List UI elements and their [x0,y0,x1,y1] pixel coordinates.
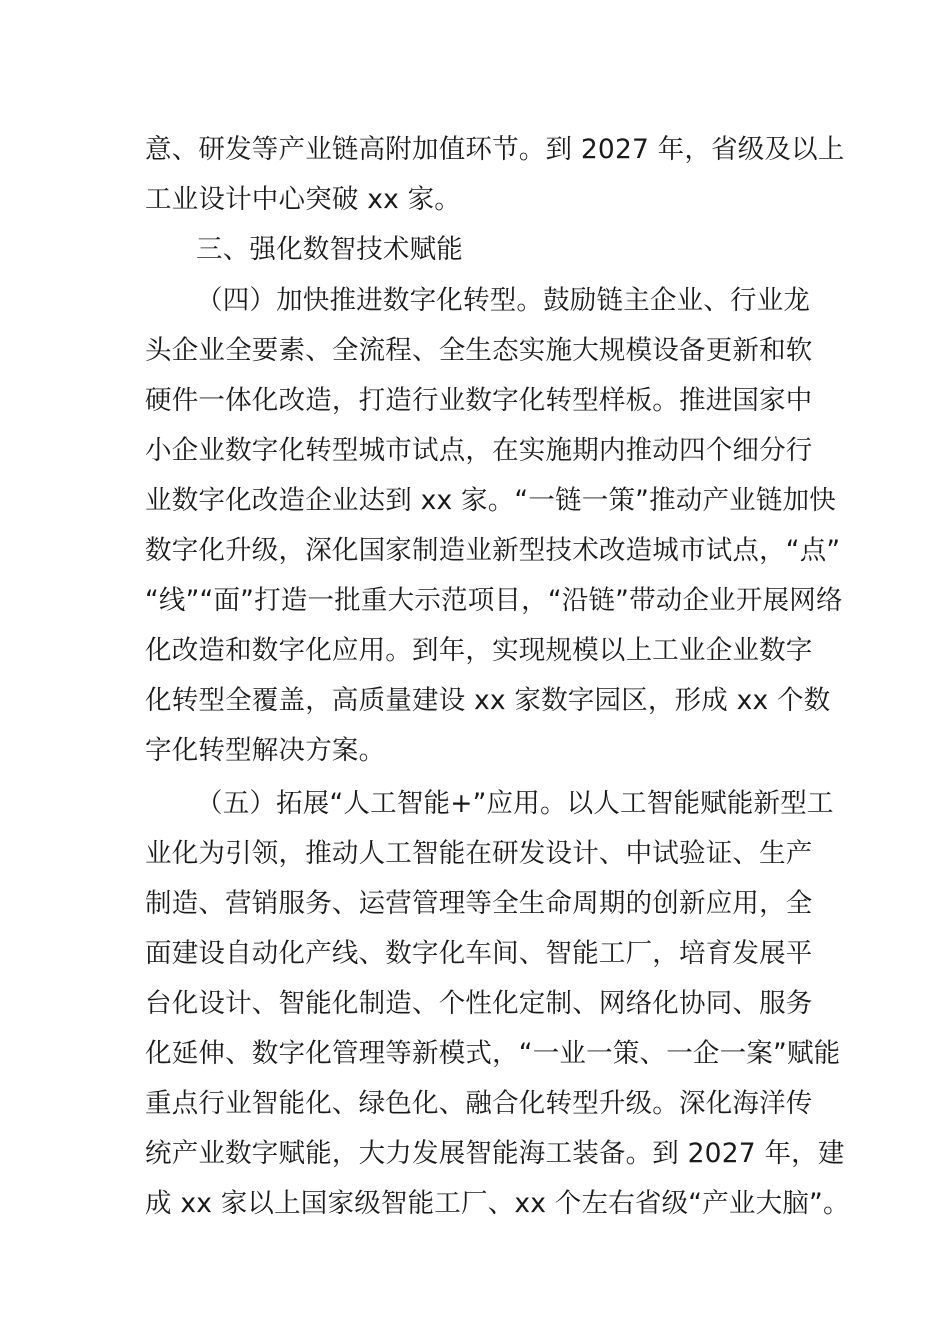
paragraph-line: （五）拓展“人工智能+”应用。以人工智能赋能新型工 [196,788,834,819]
paragraph-line: 制造、营销服务、运营管理等全生命周期的创新应用，全 [145,888,813,919]
paragraph-line: 硬件一体化改造，打造行业数字化转型样板。推进国家中 [145,385,813,416]
paragraph-line: 化延伸、数字化管理等新模式，“一业一策、一企一案”赋能 [145,1038,841,1069]
paragraph-line: 意、研发等产业链高附加值环节。到 2027 年，省级及以上 [145,134,845,165]
paragraph-line: 面建设自动化产线、数字化车间、智能工厂，培育发展平 [145,938,813,969]
paragraph-line: 化改造和数字化应用。到年，实现规模以上工业企业数字 [145,635,813,666]
paragraph-line: 重点行业智能化、绿色化、融合化转型升级。深化海洋传 [145,1088,813,1119]
paragraph-line: 化转型全覆盖，高质量建设 xx 家数字园区，形成 xx 个数 [145,685,831,716]
paragraph-line: （四）加快推进数字化转型。鼓励链主企业、行业龙 [196,285,811,316]
section-heading: 三、强化数智技术赋能 [196,234,463,265]
paragraph-line: 成 xx 家以上国家级智能工厂、xx 个左右省级“产业大脑”。 [145,1188,850,1219]
paragraph-line: 业数字化改造企业达到 xx 家。“一链一策”推动产业链加快 [145,485,836,516]
paragraph-line: 头企业全要素、全流程、全生态实施大规模设备更新和软 [145,335,813,366]
paragraph-line: 统产业数字赋能，大力发展智能海工装备。到 2027 年，建 [145,1138,845,1169]
paragraph-line: “线”“面”打造一批重大示范项目，“沿链”带动企业开展网络 [145,585,843,616]
paragraph-line: 字化转型解决方案。 [145,735,386,766]
paragraph-line: 数字化升级，深化国家制造业新型技术改造城市试点，“点” [145,535,841,566]
paragraph-line: 工业设计中心突破 xx 家。 [145,184,462,215]
paragraph-line: 小企业数字化转型城市试点，在实施期内推动四个细分行 [145,435,813,466]
paragraph-line: 台化设计、智能化制造、个性化定制、网络化协同、服务 [145,988,813,1019]
paragraph-line: 业化为引领，推动人工智能在研发设计、中试验证、生产 [145,838,813,869]
